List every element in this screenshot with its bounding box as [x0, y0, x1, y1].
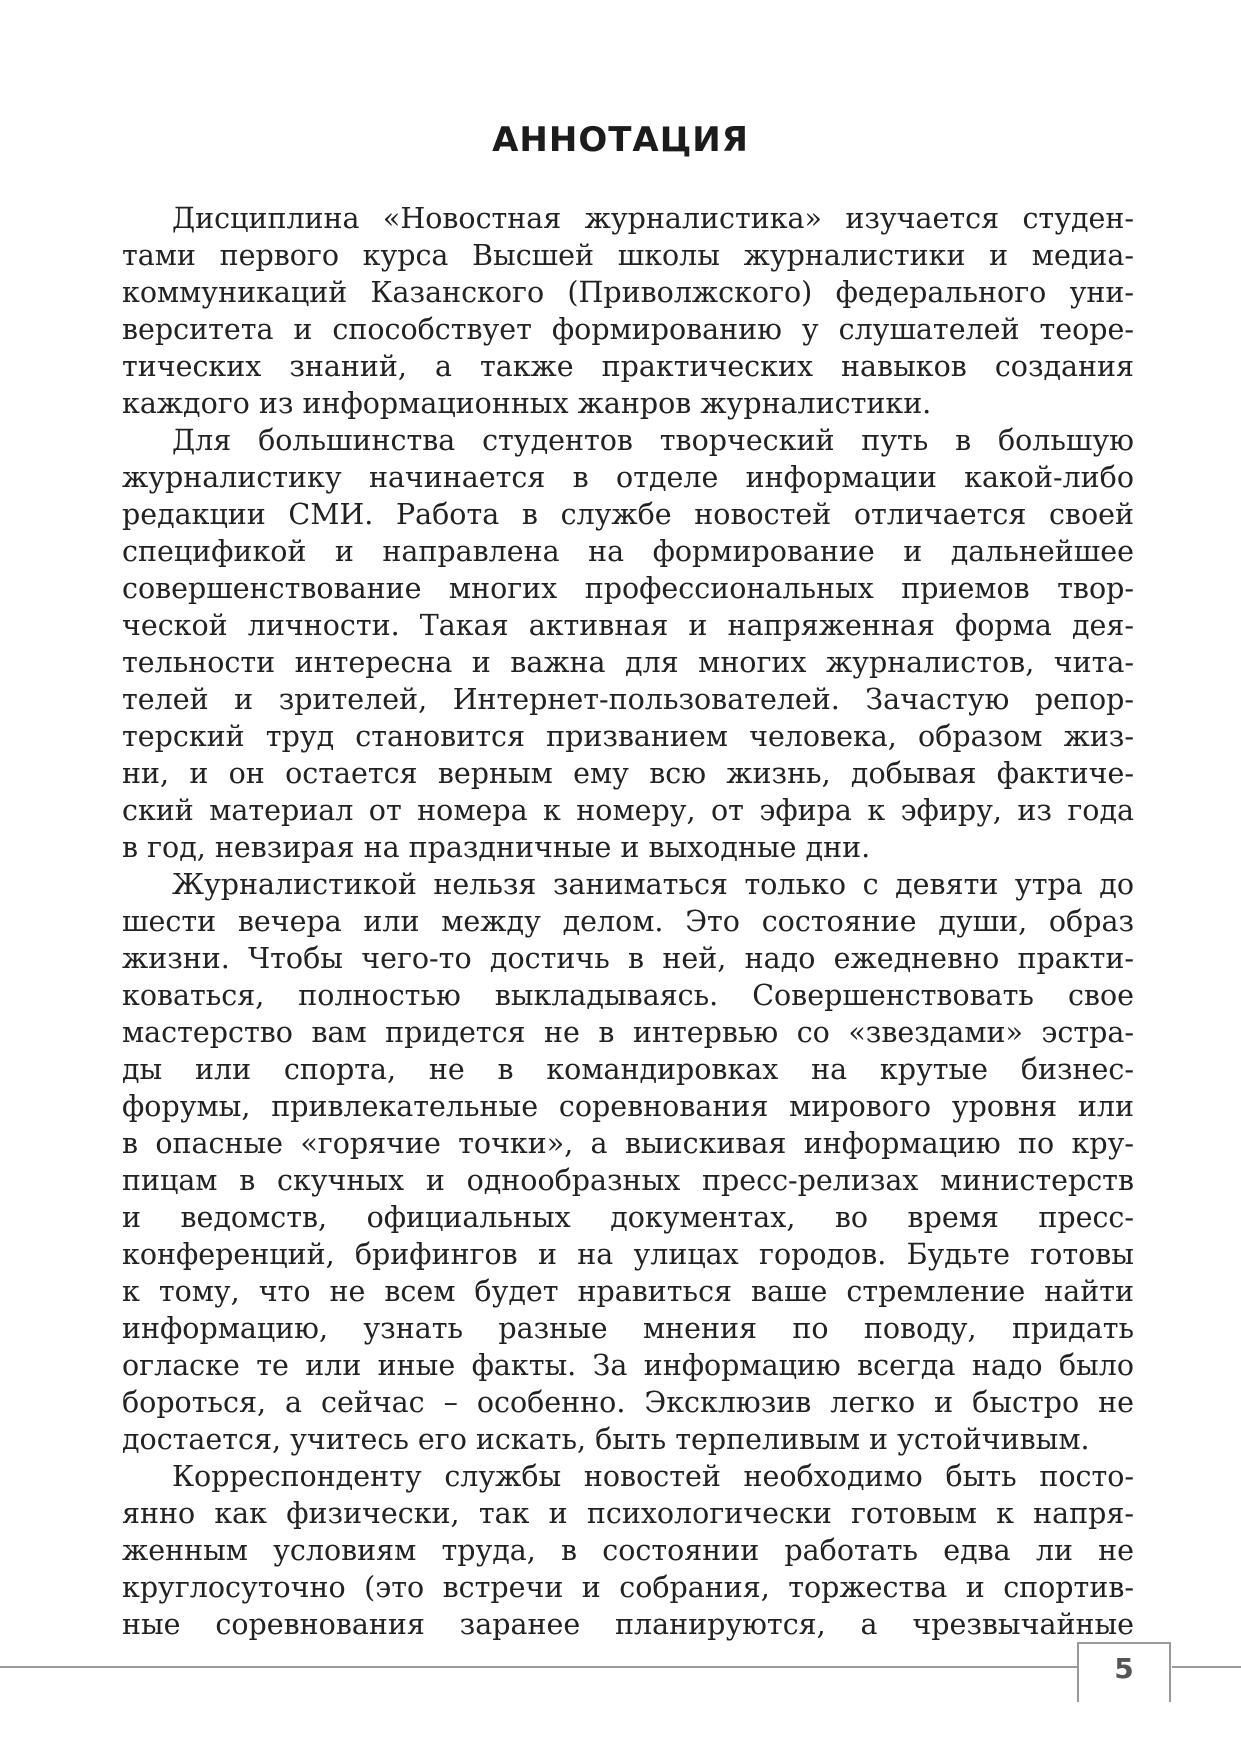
text-line: ды или спорта, не в командировках на крутые бизнес- — [122, 1053, 1134, 1086]
text-line: редакции СМИ. Работа в службе новостей отличается своей — [122, 498, 1134, 531]
text-line: в опасные «горячие точки», а выискивая информацию по кру- — [122, 1127, 1134, 1160]
text-line: Журналистикой нельзя заниматься только с девяти утра до — [172, 868, 1134, 901]
text-line: каждого из информационных жанров журналистики. — [122, 387, 932, 420]
page-number: 5 — [1114, 1652, 1134, 1685]
text-line: женным условиям труда, в состоянии работать едва ли не — [122, 1534, 1134, 1567]
text-line: совершенствование многих профессиональных приемов твор- — [122, 572, 1134, 605]
text-line: верситета и способствует формированию у слушателей теоре- — [122, 313, 1134, 346]
text-line: круглосуточно (это встречи и собрания, торжества и спортив- — [122, 1571, 1134, 1604]
text-line: коваться, полностью выкладываясь. Совершенствовать свое — [122, 979, 1134, 1012]
text-line: пицам в скучных и однообразных пресс-релизах министерств — [122, 1164, 1134, 1197]
text-line: терский труд становится призванием человека, образом жиз- — [122, 720, 1134, 753]
text-line: янно как физически, так и психологически готовым к напря- — [122, 1497, 1134, 1530]
text-line: и ведомств, официальных документах, во время пресс- — [122, 1201, 1134, 1234]
text-line: достается, учитесь его искать, быть терпеливым и устойчивым. — [122, 1423, 1090, 1456]
text-line: ные соревнования заранее планируются, а чрезвычайные — [122, 1608, 1134, 1641]
text-line: журналистику начинается в отделе информации какой-либо — [122, 461, 1134, 494]
text-line: ческой личности. Такая активная и напряженная форма дея- — [122, 609, 1134, 642]
text-line: спецификой и направлена на формирование и дальнейшее — [122, 535, 1134, 568]
footer-divider-right — [1172, 1666, 1241, 1668]
annotation-body — [122, 200, 1134, 1643]
text-line: ский материал от номера к номеру, от эфира к эфиру, из года — [122, 794, 1134, 827]
text-line: жизни. Чтобы чего-то достичь в ней, надо ежедневно практи- — [122, 942, 1134, 975]
text-line: бороться, а сейчас – особенно. Эксклюзив легко и быстро не — [122, 1386, 1134, 1419]
text-line: шести вечера или между делом. Это состояние души, образ — [122, 905, 1134, 938]
footer-divider-left — [0, 1666, 1078, 1668]
text-line: тельности интересна и важна для многих журналистов, чита- — [122, 646, 1134, 679]
text-line: тических знаний, а также практических навыков создания — [122, 350, 1134, 383]
text-line: ни, и он остается верным ему всю жизнь, добывая фактиче- — [122, 757, 1134, 790]
text-line: мастерство вам придется не в интервью со «звездами» эстра- — [122, 1016, 1134, 1049]
text-line: Для большинства студентов творческий путь в большую — [172, 424, 1134, 457]
text-line: телей и зрителей, Интернет-пользователей. Зачастую репор- — [122, 683, 1134, 716]
text-line: информацию, узнать разные мнения по поводу, придать — [122, 1312, 1134, 1345]
text-line: форумы, привлекательные соревнования мирового уровня или — [122, 1090, 1134, 1123]
page-title: АННОТАЦИЯ — [492, 120, 749, 160]
text-line: конференций, брифингов и на улицах городов. Будьте готовы — [122, 1238, 1134, 1271]
text-line: Дисциплина «Новостная журналистика» изучается студен- — [172, 202, 1134, 235]
text-line: тами первого курса Высшей школы журналистики и медиа- — [122, 239, 1134, 272]
text-line: коммуникаций Казанского (Приволжского) федерального уни- — [122, 276, 1134, 309]
text-line: огласке те или иные факты. За информацию всегда надо было — [122, 1349, 1134, 1382]
text-line: к тому, что не всем будет нравиться ваше стремление найти — [122, 1275, 1134, 1308]
text-line: Корреспонденту службы новостей необходимо быть посто- — [172, 1460, 1134, 1493]
text-line: в год, невзирая на праздничные и выходные дни. — [122, 831, 871, 864]
